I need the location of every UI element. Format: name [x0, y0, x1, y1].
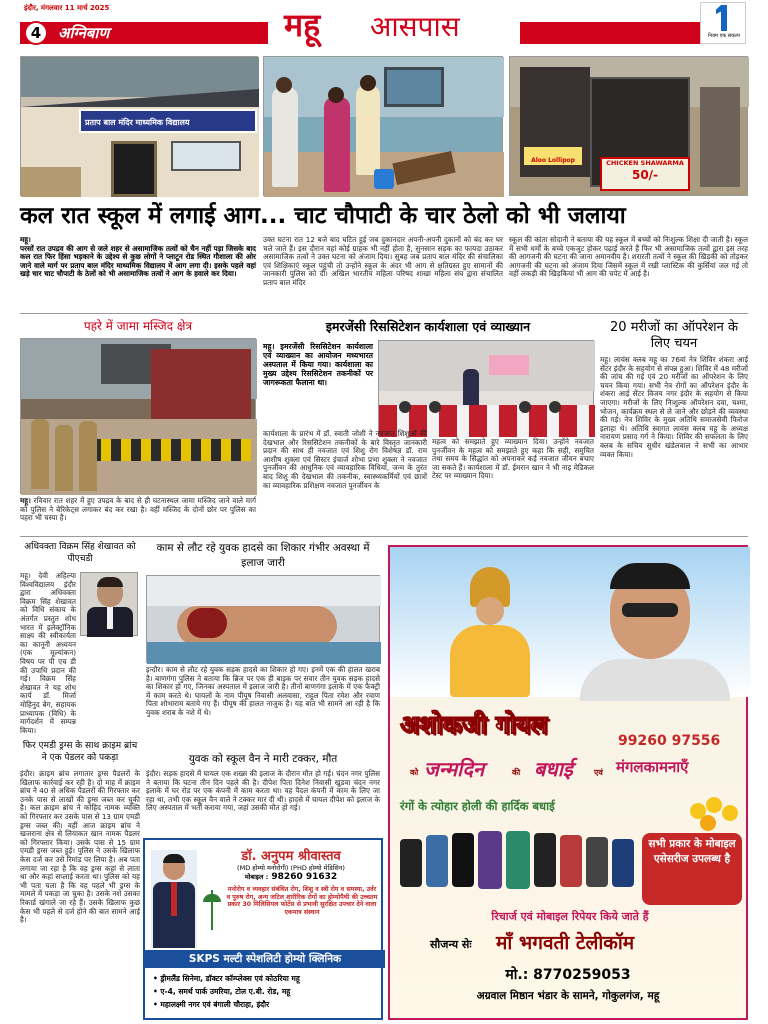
- divider-2: [20, 536, 748, 537]
- lead-headline: कल रात स्कूल में लगाई आग... चाट चौपाटी के चार ठेलो को भी जलाया: [20, 203, 626, 229]
- accident1-body: इन्दौर। काम से लौट रहे युवक सड़क हादसे का शिकार हो गए। इनमें एक की हालत खराब है। बाणगंगा पुलिस ने बताया कि ब्रिज पर एक ही बाइक पर सवार तीन युवक सड़क हादसे का शिकार हो गए, जिनका अस्पताल में इलाज जारी है। तीनों बाणगंगा इलाके में एक फैक्ट्री में काम करते थे। घायलों के नाम पीयूष निवासी अलवासा, राहुल पिता रमेश और रवाण पिता शोभाराम बताये गए हैं। पीयूष की हालत नाजुक है। यह बात भी सामने आ रही है कि युवक शराब के नशे में थे।: [146, 665, 380, 717]
- brand-label: अग्निबाण: [58, 24, 110, 42]
- sponsor-name: माँ भगवती टेलीकॉम: [496, 932, 635, 954]
- doctor-name: डॉ. अनुपम श्रीवास्तव: [241, 849, 341, 864]
- masjid-caption: [20, 497, 256, 531]
- operation-body: महू। लायंस क्लब महू का 76वां नेत्र शिविर शंकरा आई सेंटर इंदौर के सहयोग से संपन्न हुआ। शिविर में 48 मरीजों की जांच की गई एवं 20 मरीजों का ऑपरेशन के लिए चयन किया गया। सभी नेत्र रोगों का ऑपरेशन इंदौर के शंकरा आई सेंटर विजय नगर इंदौर के सहयोग से किया जाएगा। मरीजों के लिए निःशुल्क ऑपरेशन दवा, चश्मा, भोजन, कार्यक्रम स्थल से ले जाने और छोड़ने की व्यवस्था की गई। नेत्र शिविर के मुख्य अतिथि समाजसेवी फिरोज इलाहा थे। अतिथि स्वागत लायंस क्लब महू के अध्यक्ष नारायण प्रसाद गर्ग ने किया। शिविर की सफलता के लिए क्लब के सचिव सुधीर खंडेलवाल ने सभी का आभार व्यक्त किया।: [600, 355, 748, 459]
- masjid-caption-text: रविवार रात शहर में हुए उपद्रव के बाद से ही घटनास्थल जामा मस्जिद जाने वाले मार्ग को पुलिस ने बेरिकेट्स लगाकर बंद कर रखा है। वहीं मस्जिद के दोनों छोर पर पुलिस का पहरा भी चस्पा है।: [20, 496, 256, 523]
- person-portrait: [570, 561, 740, 701]
- phd-portrait: [80, 572, 138, 636]
- doctor-mobile-label: मोबाइल :: [244, 873, 269, 881]
- seminar-banner: [489, 355, 529, 375]
- doctor-degrees: (MD होम्यो मनोरोगी) (PHD होम्यो मेडिसिन): [237, 864, 345, 872]
- greeting-mangal: मंगलकामनाएँ: [616, 758, 689, 776]
- police-2: [55, 425, 73, 491]
- page-number-badge: [24, 21, 48, 45]
- drugs-headline: फिर एमडी ड्रग्स के साथ क्राइम ब्रांच ने एक पेडलर को पकड़ा: [22, 741, 138, 763]
- seminar-intro: महू। इमरजेंसी रिससिटेशन कार्यशाला एवं व्याख्यान का आयोजन मध्यभारत अस्पताल में किया गया। कार्यशाला का मुख्य उद्देश्य रिससिटेशन तकनीकों पर जागरूकता फैलाना था।: [263, 342, 373, 387]
- greeting-ki: की: [512, 768, 521, 777]
- person-2: [324, 97, 350, 192]
- accessories-text: सभी प्रकार के मोबाइल एसेसरीज उपलब्ध है: [648, 838, 736, 865]
- greeting-row: [394, 755, 746, 789]
- cart-sign-2: Aloo Lollipop: [524, 147, 582, 165]
- lead-column-3: स्कूल की कांता सोदानी ने बताया की यह स्कूल में बच्चों को निःशुल्क शिक्षा दी जाती है। स्कूल में सभी धर्मों के बच्चे एकजुट होकर पढ़ाई करते हैं फिर भी असामाजिक तत्वों द्वारा इस तरह की आगजनी की घटना की जाना अमानवीय है। शरारती तत्वों ने स्कूल की खिड़की को तोड़कर आगजनी की घटना को अंजाम दिया जिसमें स्कूल में रखी प्लास्टिक की कुर्सियां जल गई तो वहीं लकड़ी की खिड़कियां भी आग की चपेट में आई है।: [509, 235, 748, 279]
- phd-body-top: [20, 571, 76, 735]
- page-number: 4: [30, 24, 42, 42]
- divider: [20, 313, 748, 314]
- lead-intro-text: परसों रात उपद्रव की आग से जले शहर से असामाजिक तत्वों को चैन नहीं पड़ा जिसके बाद कल रात फिर हिंसा भड़काने के उद्देश्य से कुछ लोगों ने प्लाटून रोड स्थित गौशाला की ओर जाने वाले मार्ग पर प्रताप बाल मंदिर माध्यमिक विद्यालय में आग लगा दी। इसके पहले वहां खड़े चार चाट चौपाटी के ठेलों को भी असामाजिक तत्वों ने आग के हवाले कर दिया।: [20, 243, 256, 279]
- masjid-caption-dateline: महू।: [20, 496, 31, 505]
- greeting-badhai: बधाई: [534, 757, 573, 781]
- accident1-headline: काम से लौट रहे युवक हादसे का शिकार गंभीर अवस्था में इलाज जारी: [156, 542, 370, 569]
- greeting-janmadin: जन्मदिन: [424, 757, 485, 781]
- king-statue: [440, 567, 540, 697]
- drugs-body: इंदौर। क्राइम ब्रांच लगातार ड्रग्स पैडलरों के खिलाफ कार्रवाई कर रही है। दो माह में क्राइम ब्रांच ने 40 से अधिक पैडलरों की गिरफ्तार कर उनके पास से लाखों की ड्रग्स जब्त कर चुकी है। कल क्राइम ब्रांच ने कोहिद नामक व्यक्ति को गिरफ्तार कर उसके पास से 13 ग्राम एमडी ड्रग्स जब्त की। वहीं आज क्राइम ब्रांच ने खजराना क्षेत्र से लियाकत खान नामक पैडलर को गिरफ्तार किया। उसके पास से 15 ग्राम एमडी ड्रग्स जब्त हुई। पुलिस ने उसके खिलाफ केस दर्ज कर उसे रिमांड पर लिया है। अब पता लगाया जा रहा है कि वह ड्रग्स कहां से लाता था और कहां सप्लाई करता था। पुलिस को यह भी पता चला है कि वह पहले भी ड्रग्स के मामले में पकड़ा जा चुका है। उसके नशे उसका रिकार्ड खंगाले जा रहे हैं। उसके खिलाफ कुछ केस भी पहले से दर्ज होने की बात सामने आई है।: [20, 769, 140, 925]
- accessories-box: [642, 833, 742, 905]
- accident2-body: इंदौर। सड़क हादसे में घायल एक शख्स की इलाज के दौरान मौत हो गई। चंदन नगर पुलिस ने बताया कि घटना तीन दिन पहले की है। दीपेश पिता दिनेश निवासी खुडवा चंदन नगर इलाके में घर रोड पर एक कंपनी में काम करता था। वह पैदल कंपनी में काम के लिए जा रहा था, तभी एक स्कूल वैन वाले ने टक्कर मार दी थी। हादसे में घायल दीपेश को इलाज के लिए अस्पताल में भर्ती कराया गया, जहां उसकी मौत हो गई।: [146, 769, 380, 813]
- sponsor-address: अग्रवाल मिष्ठान भंडार के सामने, गोकुलगंज, महू: [476, 990, 660, 1002]
- birthday-ad: [388, 545, 748, 1020]
- address-item: • ए-4, समर्थ पार्क उमरिया, टोल ए.बी. रोड, महू: [153, 987, 291, 996]
- accident2-headline: युवक को स्कूल वैन ने मारी टक्कर, मौत: [188, 753, 338, 765]
- cart-sign: CHICKEN SHAWARMA 50/-: [600, 157, 690, 191]
- lead-dateline: महू।: [20, 235, 31, 244]
- phd-body-bottom-spacer: [20, 636, 140, 680]
- masjid-headline: पहरे में जामा मस्जिद क्षेत्र: [83, 319, 193, 333]
- doctor-portrait: [151, 850, 197, 948]
- masthead: [0, 0, 768, 50]
- masjid-photo: [20, 338, 256, 494]
- clinic-name: SKPS मल्टी स्पेशलिटी होम्यो क्लिनिक: [188, 953, 342, 965]
- sponsor-row: [430, 929, 730, 959]
- burnt-cart-photo: [509, 56, 748, 196]
- seminar-column-2: महत्व को समझाते हुए व्याख्यान दिया। उन्होंने नवजात पुनर्जीवन के महत्व को समझाते हुए कहा कि सही, समुचित तथा समय के सिद्धांत को अपनाकर कई नवजात जीवन बचाए जा सकते हैं। कार्यशाला में डॉ. ईमरान खान ने भी नाइ मेडिकल टेस्ट पर व्याख्यान दिया।: [432, 437, 594, 481]
- person-1: [272, 87, 298, 187]
- honoree-phone: 99260 97556: [618, 733, 721, 749]
- lead-intro: [20, 236, 256, 308]
- accident-photo: [146, 575, 380, 663]
- police-1: [31, 419, 49, 489]
- phones-display: [400, 829, 640, 901]
- section-title-aaspaas: आसपास: [370, 10, 460, 43]
- sponsor-label: सौजन्य सेः: [430, 938, 472, 951]
- phd-body: महू। देवी अहिल्या विश्वविद्यालय इंदौर द्वारा अधिवक्ता विक्रम सिंह शेखावत को विधि संकाय के अंतर्गत प्रस्तुत शोध भारत में इलेक्ट्रॉनिक साक्ष्य की स्वीकार्यता का कानूनी अध्ययन (एक मूल्यांकन) विषय पर पी एच डी की उपाधि प्रदान की गई। विक्रम सिंह शेखावत ने यह शोध कार्य डॉ. मिर्जा मोहिनुद बेग, सहायक प्राध्यापक (विधि) के मार्गदर्शन में सम्पन्न किया।: [20, 571, 76, 735]
- seminar-photo: [378, 340, 594, 436]
- women-inspecting-photo: [263, 56, 503, 196]
- holi-greeting: रंगों के त्योहार होली की हार्दिक बधाई: [400, 799, 555, 813]
- seminar-headline: इमरजेंसी रिससिटेशन कार्यशाला एवं व्याख्यान: [325, 319, 531, 334]
- clinic-address-list: [153, 972, 381, 1011]
- honoree-name: अशोकजी गोयल: [400, 710, 548, 739]
- homeo-ad: [143, 838, 383, 1020]
- barricade: [81, 439, 251, 461]
- logo-number-icon: [713, 5, 733, 31]
- clinic-name-bar: [145, 950, 385, 968]
- logo-caption: नियम एक संकल्प: [708, 33, 740, 39]
- school-board: प्रताप बाल मंदिर माध्यमिक विद्यालय: [79, 109, 257, 133]
- doctor-mobile: 98260 91632: [271, 872, 338, 882]
- doctor-mobile-row: [201, 872, 381, 882]
- flowers-icon: [686, 797, 746, 837]
- operation-headline: 20 मरीजों का ऑपरेशन के लिए चयन: [610, 320, 738, 351]
- phd-headline: अधिवक्ता विक्रम सिंह शेखावत को पीएचडी: [24, 542, 136, 564]
- services-text: मनोरोग व व्यवहार संबंधित रोग, शिशु व स्त्री रोग व समस्या, उर्वर व पुरुष रोग, अन्य जटिल शारीरिक रोगों का होम्योपैथी की उच्चतम प्रकार 30 मिलिसियल फोर्टेस से प्रभावी सुरक्षित उपचार देने वाला एकमात्र संस्थान: [226, 886, 378, 916]
- greeting-evam: एवं: [594, 768, 603, 777]
- dateline: इंदौर, मंगलवार 11 मार्च 2025: [24, 4, 110, 12]
- person-3: [356, 85, 380, 175]
- seminar-column-1: कार्यशाला के प्रारंभ में डॉ. स्वाती जोशी ने नवजात शिशुओं की देखभाल और रिससिटेशन तकनीकों के बारे विस्तृत जानकारी प्रदान की साथ ही नवजात एवं शिशु रोग विशेषज्ञ डॉ. राम आशीष शुक्ला एवं सिस्टर इंचार्ज शोभा प्रभा शुक्ला ने नवजात पुनर्जीवन की आधुनिक एवं व्यावहारिक विधियां, जन्म के तुरंत बाद शिशु की देखभाल की तकनीक, स्वास्थ्यकर्मियों एवं छात्रों का व्यावहारिक प्रशिक्षण नवजात पुनर्जीवन के: [263, 429, 427, 490]
- recharge-text: रिचार्ज एवं मोबाइल रिपेयर किये जाते हैं: [491, 910, 649, 923]
- greeting-ko: को: [410, 768, 419, 777]
- address-item: • ड्रीमलैंड सिनेमा, डॉक्टर कॉम्प्लेक्स एवं कोठरिया महू: [153, 974, 300, 983]
- school-photo: [20, 56, 258, 196]
- police-3: [79, 421, 97, 491]
- section-title-box: [268, 4, 520, 48]
- sponsor-mobile: मो.: 8770259053: [505, 967, 631, 983]
- section-title-mhow: महू: [284, 6, 321, 44]
- caduceus-icon: [203, 890, 221, 930]
- logo-badge: [700, 2, 746, 44]
- address-item: • महालक्ष्मी नगर एवं बंगाली चौराहा, इंदौर: [153, 1000, 270, 1009]
- lead-column-2: उक्त घटना रात 12 बजे बाद घटित हुई जब दुकानदार अपनी-अपनी दुकानों को बंद कर घर चले जाते हैं। इस दौरान वहां कोई ग्राहक भी नहीं होता है, सुनसान सड़क का फायदा उठाकर असामाजिक तत्वों ने उक्त घटना को अंजाम दिया। सुबह जब प्रताप बाल मंदिर की संचालिका एवं शिक्षिकाएं स्कूल पहुंची तो उन्होंने स्कूल के अंदर भी आग से क्षतिग्रस्त हुए सामानों की जानकारी पुलिस को दी। अखिल भारतीय महिला परिषद शाखा महिला संघ द्वारा संचालित प्रताप बाल मंदिर: [263, 235, 503, 287]
